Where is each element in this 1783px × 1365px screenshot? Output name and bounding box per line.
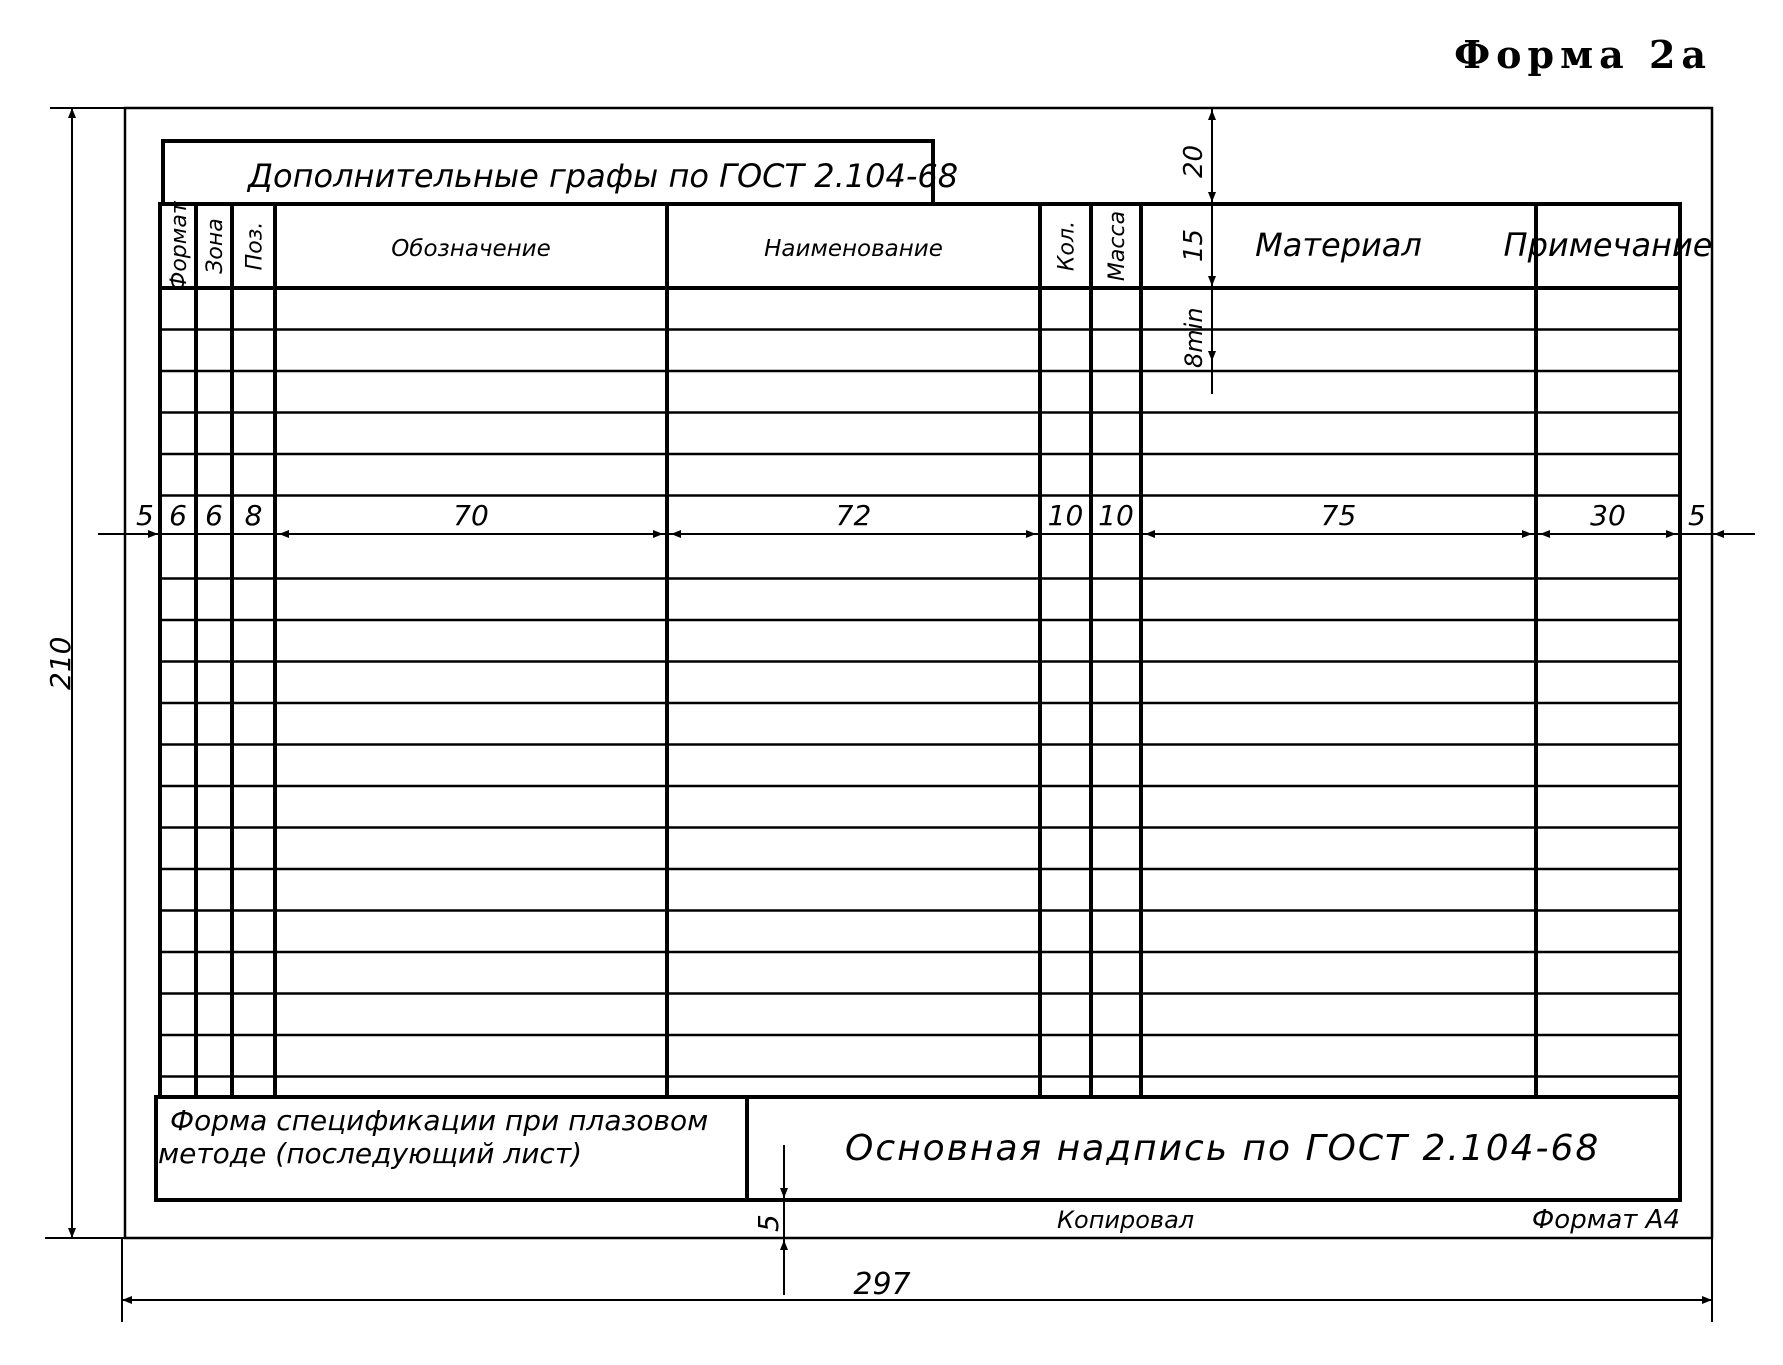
column-width-2: 6 [205, 499, 223, 532]
column-header-1: Формат [167, 201, 192, 291]
dim-bottom-offset: 5 [752, 1214, 785, 1232]
column-header-5: Наименование [764, 236, 943, 262]
dim-height-total: 210 [44, 636, 77, 690]
column-header-3: Поз. [242, 221, 268, 271]
footer-left-line2: методе (последующий лист) [158, 1137, 583, 1170]
column-header-7: Масса [1105, 210, 1130, 282]
table-grid [160, 204, 1680, 1097]
column-width-9: 30 [1590, 499, 1626, 532]
column-headers [167, 200, 1712, 290]
column-width-3: 8 [244, 499, 263, 532]
column-width-7: 10 [1098, 499, 1134, 532]
column-width-8: 75 [1320, 499, 1357, 532]
format-label: Формат А4 [1531, 1205, 1680, 1235]
column-header-4: Обозначение [391, 236, 551, 262]
dim-row-height: 8min [1180, 307, 1208, 368]
dim-width-total: 297 [853, 1267, 911, 1302]
column-width-6: 10 [1047, 499, 1084, 532]
table-frame [160, 204, 1680, 1097]
copied-label: Копировал [1057, 1206, 1195, 1234]
column-header-2: Зона [203, 218, 228, 274]
column-width-5: 72 [835, 499, 872, 532]
dim-top-offset: 20 [1179, 144, 1209, 178]
column-width-1: 6 [169, 499, 187, 532]
column-header-8: Материал [1255, 226, 1422, 264]
column-dimensions [169, 499, 1676, 534]
footer-left-line1: Форма спецификации при плазовом [170, 1104, 709, 1137]
dim-header-height: 15 [1179, 228, 1209, 262]
dim-left-margin: 5 [136, 499, 154, 532]
header-box-text: Дополнительные графы по ГОСТ 2.104-68 [248, 157, 959, 195]
column-header-6: Кол. [1054, 220, 1080, 272]
page-title: Форма 2а [1454, 32, 1712, 77]
footer-main-text: Основная надпись по ГОСТ 2.104-68 [845, 1128, 1601, 1169]
outer-frame [125, 108, 1712, 1238]
dim-right-margin: 5 [1688, 499, 1706, 532]
column-width-4: 70 [453, 499, 489, 532]
column-header-9: Примечание [1503, 226, 1713, 264]
